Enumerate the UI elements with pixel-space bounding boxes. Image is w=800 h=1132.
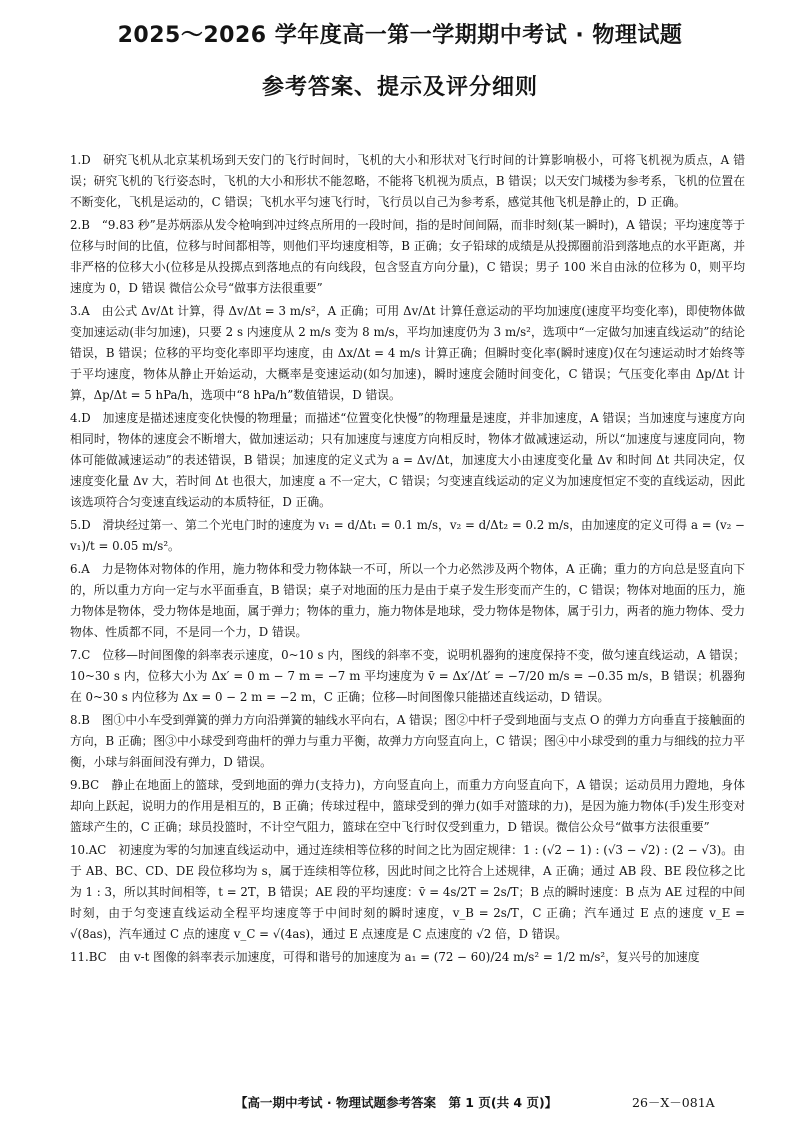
answer-list — [70, 150, 745, 970]
document-subtitle: 参考答案、提示及评分细则 — [261, 75, 538, 100]
answer-item-11: 11.BC 由 v-t 图像的斜率表示加速度，可得和谐号的加速度为 a₁ = (72 − 60)/24 m/s² = 1/2 m/s²，复兴号的加速度 — [70, 950, 700, 964]
answer-item-7: 7.C 位移—时间图像的斜率表示速度，0~10 s 内，图线的斜率不变，说明机器狗的速度保持不变，做匀速直线运动，A 错误；10~30 s 内，位移大小为 Δx′ = 0 m − 7 m = −7 m 平均速度为 v̄ = Δx′/Δt′ = −7/20 m/s = −0.35 m/s，B 错误；机器狗在 0~30 s 内位移为 Δx = 0 − 2 m = −2 m，C 正确；位移—时间图像只能描述直线运动，D 错误。 — [70, 648, 745, 704]
answer-item-9: 9.BC 静止在地面上的篮球，受到地面的弹力(支持力)，方向竖直向上，而重力方向竖直向下，A 错误；运动员用力蹬地，身体却向上跃起，说明力的作用是相互的，B 正确；传球过程中，篮球受到的弹力(如手对篮球的力)，是因为施力物体(手)发生形变对篮球产生的，C 正确；球员投篮时，不计空气阻力，篮球在空中飞行时仅受到重力，D 错误。微信公众号“做事方法很重要” — [70, 778, 745, 834]
answer-item-8: 8.B 图①中小车受到弹簧的弹力方向沿弹簧的轴线水平向右，A 错误；图②中杆子受到地面与支点 O 的弹力方向垂直于接触面的方向，B 正确；图③中小球受到弯曲杆的弹力与重力平衡，故弹力方向竖直向上，C 错误；图④中小球受到的重力与细线的拉力平衡，小球与斜面间没有弹力，D 错误。 — [70, 713, 745, 769]
footer-page-info: 【高一期中考试 · 物理试题参考答案 第 1 页(共 4 页)】 — [235, 1095, 558, 1110]
answer-item-6: 6.A 力是物体对物体的作用，施力物体和受力物体缺一不可，所以一个力必然涉及两个物体，A 正确；重力的方向总是竖直向下的，所以重力方向一定与水平面垂直，B 错误；桌子对地面的压力是由于桌子发生形变而产生的，C 错误；物体对地面的压力，施力物体是物体，受力物体是地面，属于弹力；物体的重力，施力物体是地球，受力物体是物体，属于引力，两者的施力物体、受力物体、性质都不同，不是同一个力，D 错误。 — [70, 562, 745, 639]
answer-item-10: 10.AC 初速度为零的匀加速直线运动中，通过连续相等位移的时间之比为固定规律：1 : (√2 − 1) : (√3 − √2) : (2 − √3)。由于 AB、BC、CD、DE 段位移均为 s，属于连续相等位移，因此时间之比符合上述规律，A 正确；通过 AB 段、BE 段位移之比为 1 : 3，所以其时间相等，t = 2T，B 错误；AE 段的平均速度：v̄ = 4s/2T = 2s/T；B 点的瞬时速度：B 点为 AE 过程的中间时刻，由于匀变速直线运动全程平均速度等于中间时刻的瞬时速度，v_B = 2s/T，C 正确；汽车通过 E 点的速度 v_E = √(8as)，汽车通过 C 点的速度 v_C = √(4as)，通过 E 点速度是 C 点速度的 √2 倍，D 错误。 — [70, 843, 745, 941]
answer-item-5: 5.D 滑块经过第一、第二个光电门时的速度为 v₁ = d/Δt₁ = 0.1 m/s，v₂ = d/Δt₂ = 0.2 m/s，由加速度的定义可得 a = (v₂ − v₁)/t = 0.05 m/s²。 — [70, 518, 745, 553]
document-title: 2025～2026 学年度高一第一学期期中考试 · 物理试题 — [117, 23, 683, 48]
answer-item-1: 1.D 研究飞机从北京某机场到天安门的飞行时间时，飞机的大小和形状对飞行时间的计算影响极小，可将飞机视为质点，A 错误；研究飞机的飞行姿态时，飞机的大小和形状不能忽略，不能将飞机视为质点，B 错误；以天安门城楼为参考系，飞机的位置在不断变化，飞机是运动的，C 错误；飞机水平匀速飞行时，飞行员以自己为参考系，感觉其他飞机是静止的，D 正确。 — [70, 153, 745, 209]
answer-item-4: 4.D 加速度是描述速度变化快慢的物理量；而描述“位置变化快慢”的物理量是速度，并非加速度，A 错误；当加速度与速度方向相同时，物体的速度会不断增大，做加速运动；只有加速度与速度方向相反时，物体才做减速运动，所以“加速度与速度同向，物体可能做减速运动”的表述错误，B 错误；加速度的定义式为 a = Δv/Δt，加速度大小由速度变化量 Δv 和时间 Δt 共同决定，仅速度变化量 Δv 大，若时间 Δt 也很大，加速度 a 不一定大，C 错误；匀变速直线运动的定义为加速度恒定不变的直线运动，因此该选项符合匀变速直线运动的本质特征，D 正确。 — [70, 411, 745, 509]
footer-doc-code: 26－X－081A — [632, 1095, 715, 1110]
answer-item-3: 3.A 由公式 Δv/Δt 计算，得 Δv/Δt = 3 m/s²，A 正确；可用 Δv/Δt 计算任意运动的平均加速度(速度平均变化率)，即使物体做变加速运动(非匀加速)，只要 2 s 内速度从 2 m/s 变为 8 m/s，平均加速度仍为 3 m/s²，选项中“一定做匀加速直线运动”的结论错误，B 错误；位移的平均变化率即平均速度，由 Δx/Δt = 4 m/s 计算正确；但瞬时变化率(瞬时速度)仅在匀速运动时才始终等于平均速度，物体从静止开始运动，大概率是变速运动(如匀加速)，瞬时速度会随时间变化，C 错误；气压变化率由 Δp/Δt 计算，Δp/Δt = 5 hPa/h，选项中“8 hPa/h”数值错误，D 错误。 — [70, 304, 745, 402]
answer-item-2: 2.B “9.83 秒”是苏炳添从发令枪响到冲过终点所用的一段时间，指的是时间间隔，而非时刻(某一瞬时)，A 错误；平均速度等于位移与时间的比值，位移与时间都相等，则他们平均速度相等，B 正确；女子铅球的成绩是从投掷圈前沿到落地点的水平距离，并非严格的位移大小(位移是从投掷点到落地点的有向线段，包含竖直方向分量)，C 错误；男子 100 米自由泳的位移为 0，则平均速度为 0，D 错误 微信公众号“做事方法很重要” — [70, 218, 745, 295]
